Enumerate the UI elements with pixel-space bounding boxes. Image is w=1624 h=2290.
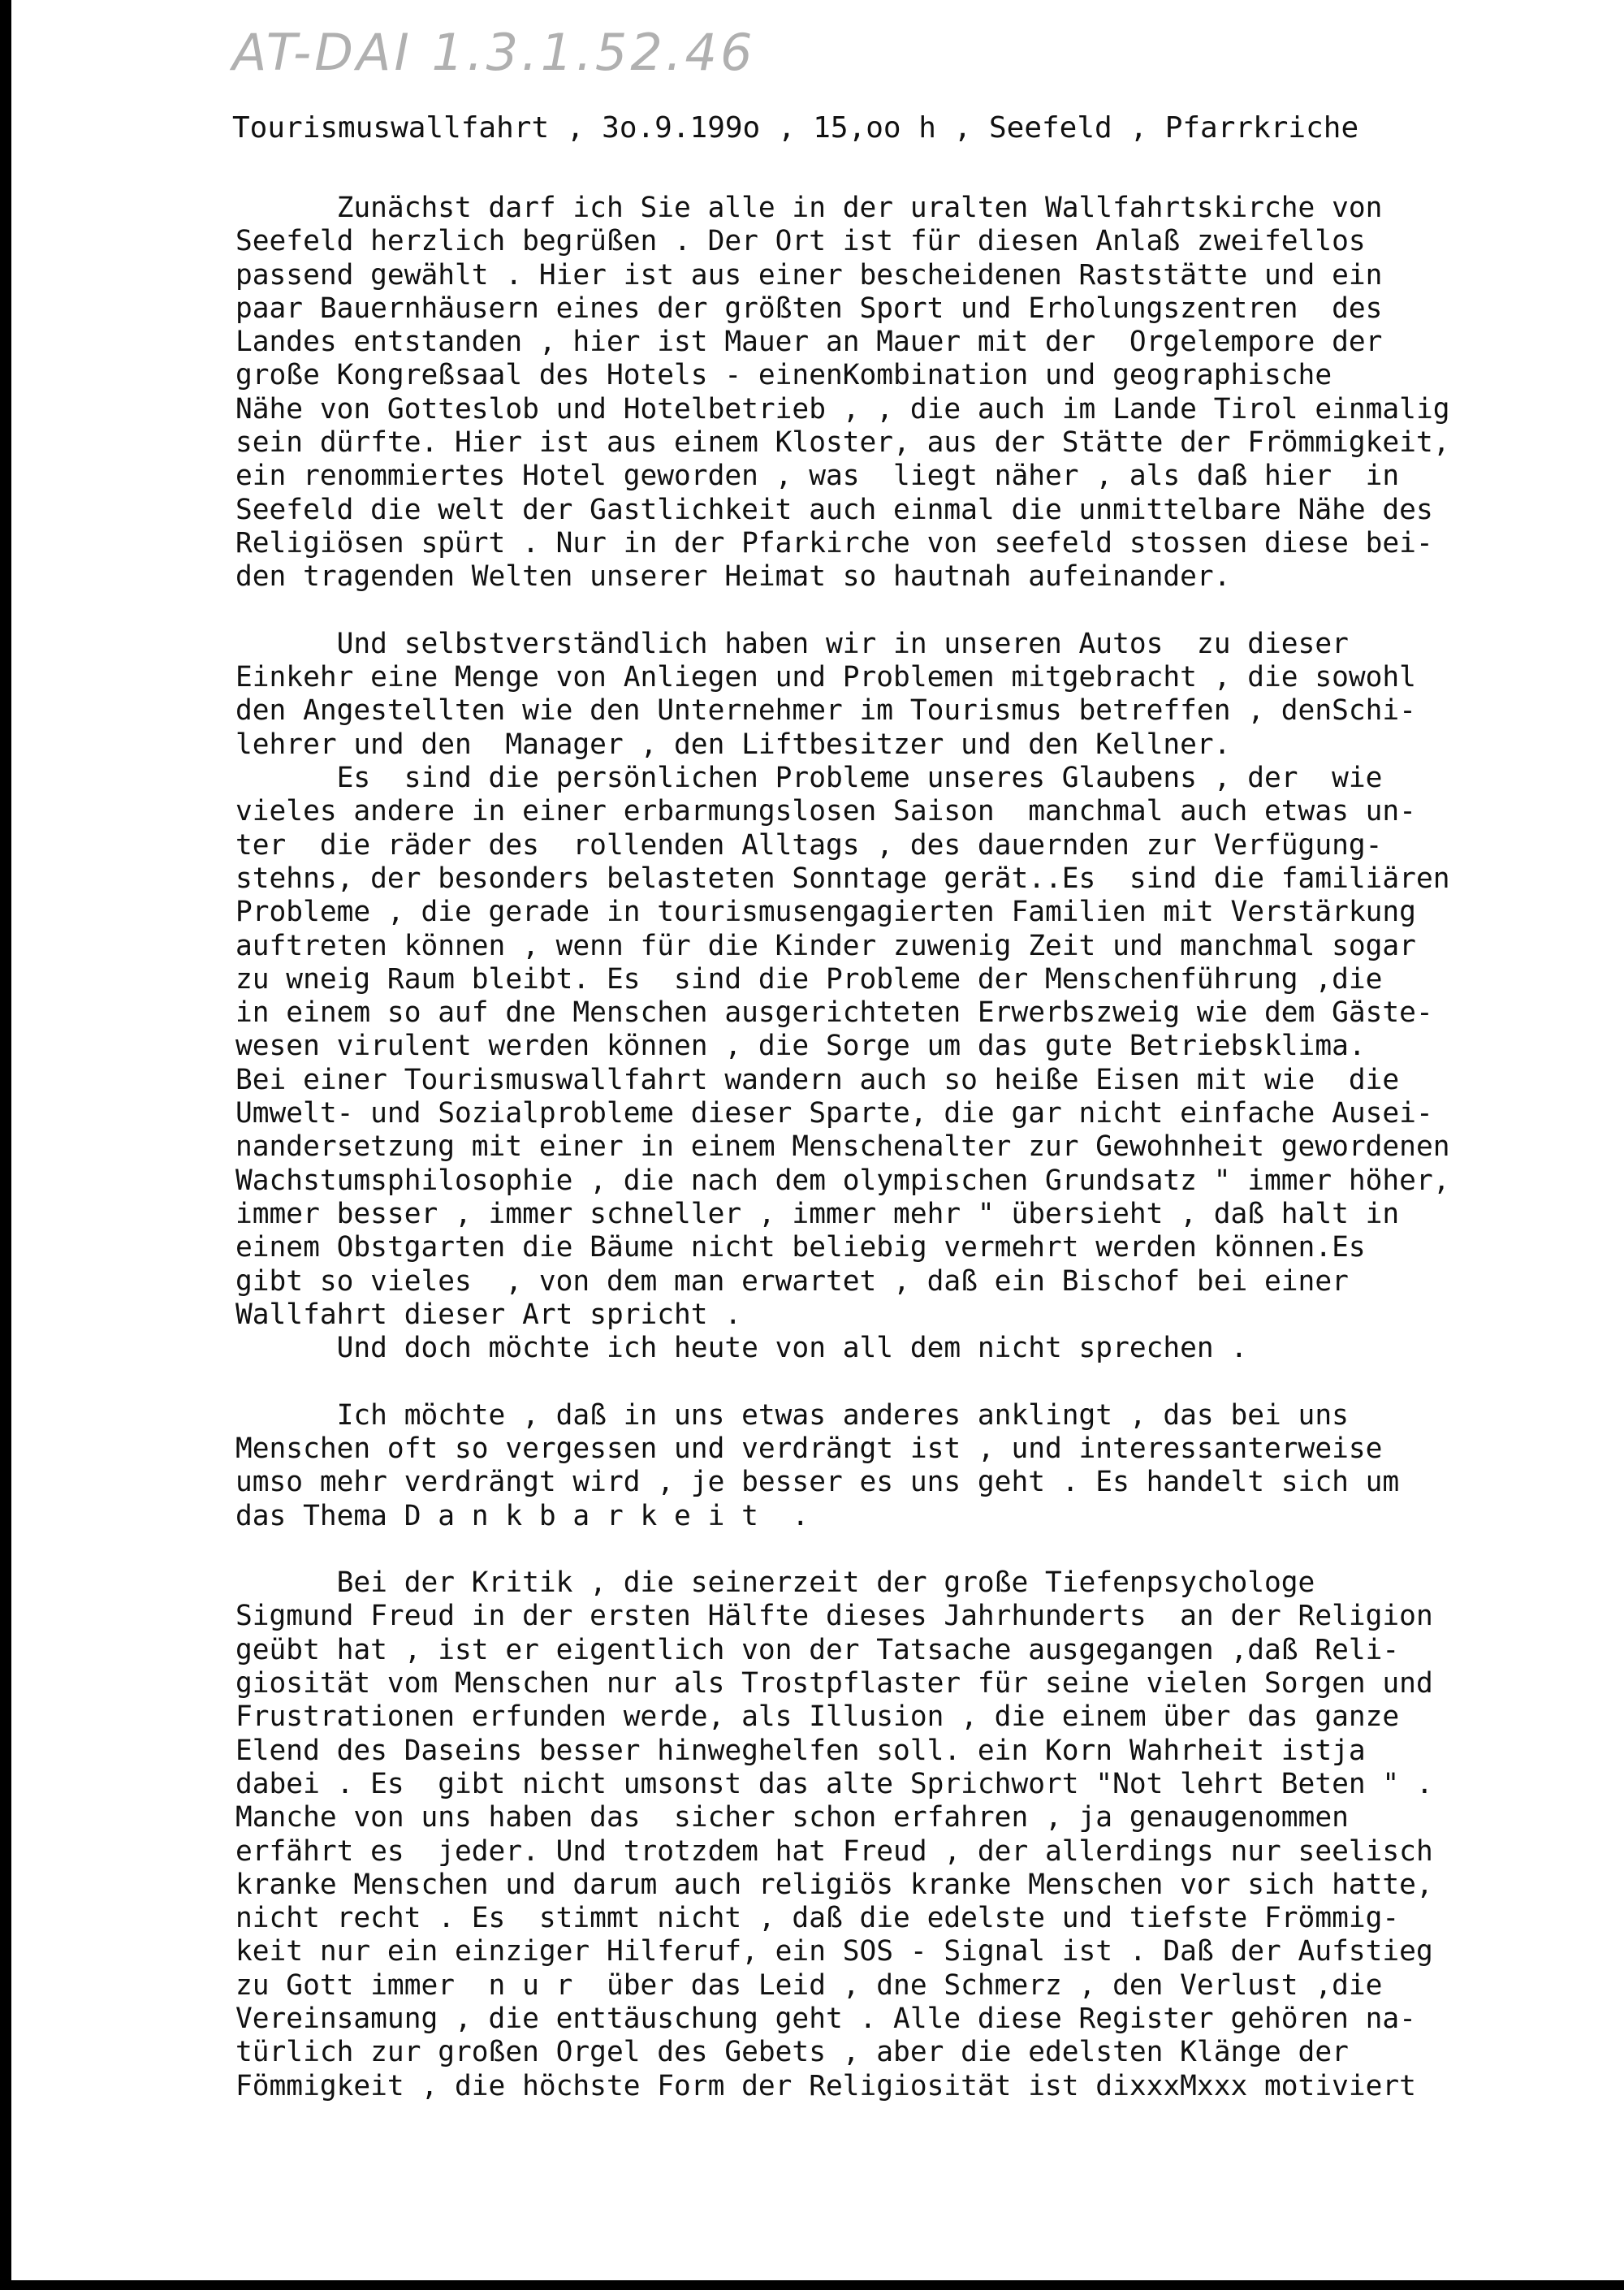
text-line: auftreten können , wenn für die Kinder zuwenig Zeit und manchmal sogar (235, 929, 1416, 962)
text-line: Manche von uns haben das sicher schon erfahren , ja genaugenommen (235, 1801, 1349, 1834)
text-line: das Thema D a n k b a r k e i t . (235, 1499, 810, 1532)
text-line: Bei der Kritik , die seinerzeit der große Tiefenpsychologe (235, 1566, 1315, 1600)
text-line: Umwelt- und Sozialprobleme dieser Sparte, die gar nicht einfache Ausei- (235, 1097, 1433, 1130)
text-line: Einkehr eine Menge von Anliegen und Problemen mitgebracht , die sowohl (235, 661, 1416, 694)
text-line: zu wneig Raum bleibt. Es sind die Probleme der Menschenführung ,die (235, 962, 1383, 996)
paragraph (235, 628, 1616, 1366)
text-line: nandersetzung mit einer in einem Menschenalter zur Gewohnheit gewordenen (235, 1130, 1450, 1164)
text-line: Sigmund Freud in der ersten Hälfte dieses Jahrhunderts an der Religion (235, 1600, 1433, 1633)
text-line: Elend des Daseins besser hinweghelfen soll. ein Korn Wahrheit istja (235, 1734, 1366, 1767)
text-line: gibt so vieles , von dem man erwartet , daß ein Bischof bei einer (235, 1264, 1349, 1298)
text-line: Zunächst darf ich Sie alle in der uralten Wallfahrtskirche von (235, 192, 1383, 224)
text-line: Vereinsamung , die enttäuschung geht . Alle diese Register gehören na- (235, 2003, 1416, 2036)
text-line: Bei einer Tourismuswallfahrt wandern auch so heiße Eisen mit wie die (235, 1063, 1400, 1096)
text-line: wesen virulent werden können , die Sorge um das gute Betriebsklima. (235, 1030, 1366, 1063)
text-line: türlich zur großen Orgel des Gebets , aber die edelsten Klänge der (235, 2036, 1349, 2069)
text-line: Religiösen spürt . Nur in der Pfarkirche von seefeld stossen diese bei- (235, 526, 1433, 560)
text-line: immer besser , immer schneller , immer mehr " übersieht , daß halt in (235, 1197, 1400, 1230)
text-line: Seefeld herzlich begrüßen . Der Ort ist für diesen Anlaß zweifellos (235, 225, 1366, 258)
text-line: geübt hat , ist er eigentlich von der Tatsache ausgegangen ,daß Reli- (235, 1633, 1400, 1666)
paragraph (235, 192, 1616, 594)
text-line: Nähe von Gotteslob und Hotelbetrieb , , die auch im Lande Tirol einmalig (235, 392, 1450, 426)
text-line: den Angestellten wie den Unternehmer im Tourismus betreffen , denSchi- (235, 694, 1416, 728)
text-line: Und selbstverständlich haben wir in unseren Autos zu dieser (235, 627, 1349, 660)
text-line: Es sind die persönlichen Probleme unseres Glaubens , der wie (235, 762, 1383, 795)
text-line: kranke Menschen und darum auch religiös kranke Menschen vor sich hatte, (235, 1868, 1433, 1901)
text-line: große Kongreßsaal des Hotels - einenKombination und geographische (235, 359, 1332, 392)
text-line: giosität vom Menschen nur als Trostpflaster für seine vielen Sorgen und (235, 1667, 1433, 1700)
text-line: Seefeld die welt der Gastlichkeit auch einmal die unmittelbare Nähe des (235, 493, 1433, 526)
text-line: den tragenden Welten unserer Heimat so hautnah aufeinander. (235, 560, 1231, 594)
text-line: Menschen oft so vergessen und verdrängt ist , und interessanterweise (235, 1432, 1383, 1465)
archive-reference-handwritten: AT-DAI 1.3.1.52.46 (232, 23, 756, 82)
text-line: Und doch möchte ich heute von all dem nicht sprechen . (235, 1332, 1248, 1365)
text-line: Ich möchte , daß in uns etwas anderes anklingt , das bei uns (235, 1398, 1349, 1432)
text-line: dabei . Es gibt nicht umsonst das alte Sprichwort "Not lehrt Beten " . (235, 1767, 1433, 1800)
document-heading: Tourismuswallfahrt , 3o.9.199o , 15,oo h , Seefeld , Pfarrkriche (232, 111, 1359, 145)
text-line: stehns, der besonders belasteten Sonntage gerät..Es sind die familiären (235, 862, 1450, 895)
text-line: sein dürfte. Hier ist aus einem Kloster, aus der Stätte der Frömmigkeit, (235, 426, 1450, 460)
text-line: Frustrationen erfunden werde, als Illusion , die einem über das ganze (235, 1700, 1400, 1734)
paragraph-gap (235, 1533, 1616, 1566)
text-line: passend gewählt . Hier ist aus einer bescheidenen Raststätte und ein (235, 258, 1383, 292)
text-line: nicht recht . Es stimmt nicht , daß die edelste und tiefste Frömmig- (235, 1902, 1400, 1935)
text-line: lehrer und den Manager , den Liftbesitzer und den Kellner. (235, 728, 1231, 761)
text-line: einem Obstgarten die Bäume nicht beliebig vermehrt werden können.Es (235, 1231, 1366, 1264)
text-line: umso mehr verdrängt wird , je besser es uns geht . Es handelt sich um (235, 1466, 1400, 1499)
paragraph-gap (235, 1365, 1616, 1398)
text-line: keit nur ein einziger Hilferuf, ein SOS - Signal ist . Daß der Aufstieg (235, 1935, 1433, 1968)
text-line: Wachstumsphilosophie , die nach dem olympischen Grundsatz " immer höher, (235, 1164, 1450, 1197)
paragraph (235, 1399, 1616, 1533)
text-line: Wallfahrt dieser Art spricht . (235, 1298, 742, 1331)
text-line: Probleme , die gerade in tourismusengagierten Familien mit Verstärkung (235, 896, 1416, 929)
text-line: zu Gott immer n u r über das Leid , dne Schmerz , den Verlust ,die (235, 1968, 1383, 2002)
text-line: Landes entstanden , hier ist Mauer an Mauer mit der Orgelempore der (235, 326, 1383, 359)
document-page (11, 0, 1624, 2280)
text-line: erfährt es jeder. Und trotzdem hat Freud , der allerdings nur seelisch (235, 1834, 1433, 1868)
text-line: ein renommiertes Hotel geworden , was liegt näher , als daß hier in (235, 460, 1400, 493)
text-line: Fömmigkeit , die höchste Form der Religiosität ist dixxxMxxx motiviert (235, 2069, 1416, 2102)
paragraph-gap (235, 594, 1616, 628)
text-line: paar Bauernhäusern eines der größten Sport und Erholungszentren des (235, 292, 1383, 325)
paragraph (235, 1566, 1616, 2103)
text-line: ter die räder des rollenden Alltags , des dauernden zur Verfügung- (235, 828, 1383, 862)
text-line: in einem so auf dne Menschen ausgerichteten Erwerbszweig wie dem Gäste- (235, 996, 1433, 1030)
text-line: vieles andere in einer erbarmungslosen Saison manchmal auch etwas un- (235, 795, 1416, 828)
document-body (235, 192, 1616, 2103)
